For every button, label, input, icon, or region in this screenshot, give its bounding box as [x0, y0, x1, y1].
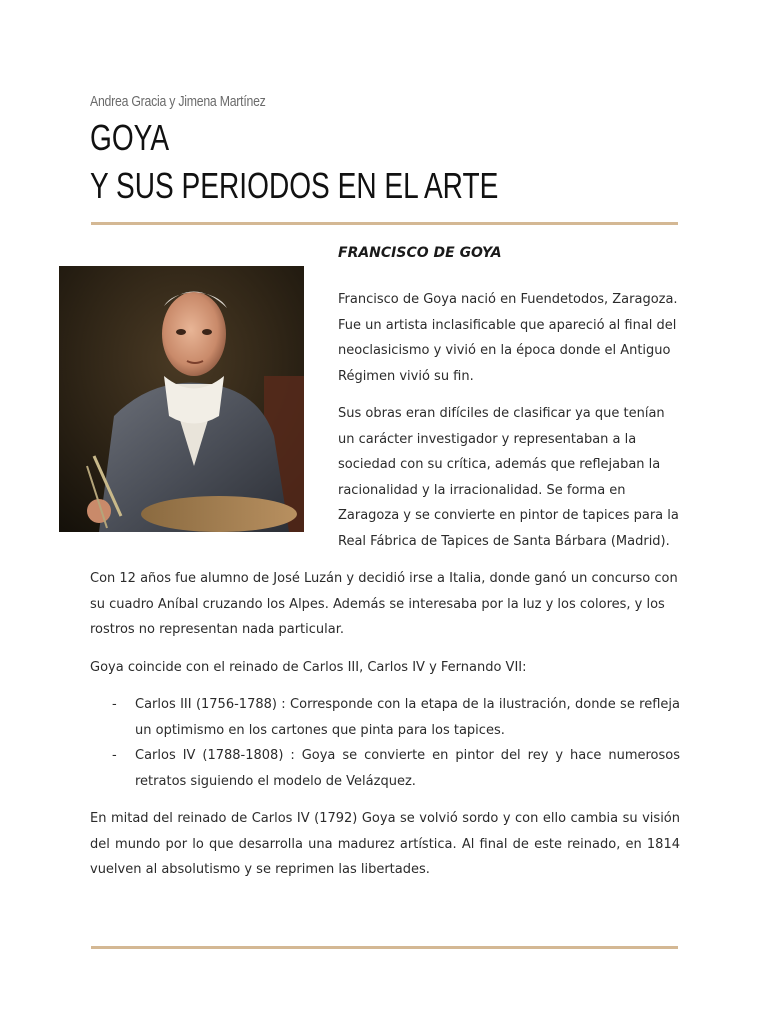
list-marker: -: [112, 748, 117, 763]
paragraph-reigns-intro: Goya coincide con el reinado de Carlos III, Carlos IV y Fernando VII:: [90, 659, 527, 675]
intro-column: [338, 287, 680, 566]
document-title: [90, 114, 498, 210]
top-divider: [91, 222, 678, 225]
reigns-list: [90, 692, 680, 794]
list-item: [90, 692, 680, 743]
list-item-text: Carlos III (1756-1788) : Corresponde con la etapa de la ilustración, donde se refleja un optimismo en los cartones que pinta para los tapices.: [135, 697, 680, 738]
main-body: [90, 566, 680, 895]
paragraph-deafness: En mitad del reinado de Carlos IV (1792) Goya se volvió sordo y con ello cambia su visión del mundo por lo que desarrolla una madurez artística. Al final de este reinado, en 1814 vuelven al absolutismo y se reprimen las libertades.: [90, 811, 680, 877]
authors-line: Andrea Gracia y Jimena Martínez: [90, 93, 266, 110]
goya-portrait-image: [59, 266, 304, 532]
list-marker: -: [112, 697, 117, 712]
paragraph-italy: Con 12 años fue alumno de José Luzán y decidió irse a Italia, donde ganó un concurso con su cuadro Aníbal cruzando los Alpes. Además se interesaba por la luz y los colores, y los rostros no representan nada particular.: [90, 571, 678, 637]
title-line-1: GOYA: [90, 117, 170, 158]
bottom-divider: [91, 946, 678, 949]
list-item: [90, 743, 680, 794]
paragraph-birth: Francisco de Goya nació en Fuendetodos, Zaragoza. Fue un artista inclasificable que apareció al final del neoclasicismo y vivió en la época donde el Antiguo Régimen vivió su fin.: [338, 292, 678, 384]
section-heading: FRANCISCO DE GOYA: [338, 245, 502, 261]
paragraph-works: Sus obras eran difíciles de clasificar ya que tenían un carácter investigador y representaban a la sociedad con su crítica, además que reflejaban la racionalidad y la irracionalidad. Se forma en Zaragoza y se convierte en pintor de tapices para la Real Fábrica de Tapices de Santa Bárbara (Madrid).: [338, 406, 679, 549]
title-line-2: Y SUS PERIODOS EN EL ARTE: [90, 165, 499, 206]
list-item-text: Carlos IV (1788-1808) : Goya se convierte en pintor del rey y hace numerosos retratos siguiendo el modelo de Velázquez.: [135, 748, 680, 789]
